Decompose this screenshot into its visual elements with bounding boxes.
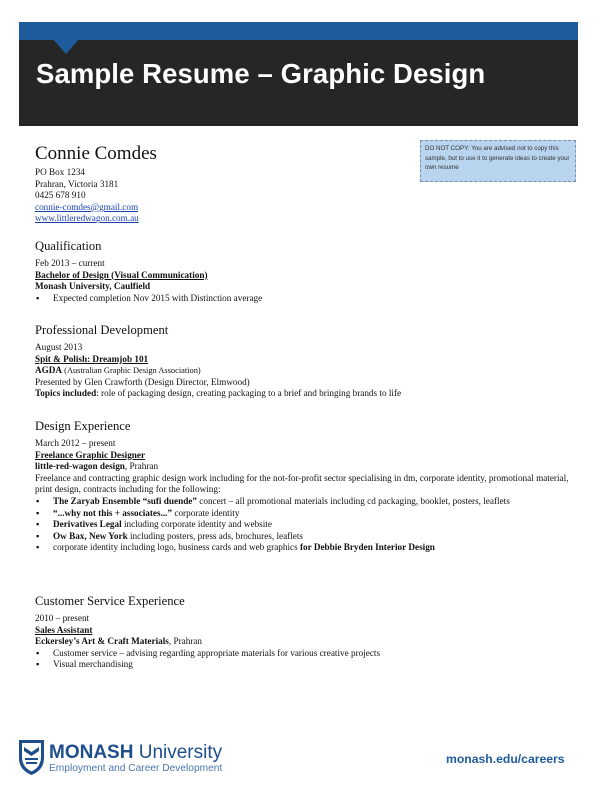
list-item: ▪ “...why not this + associates...” corporate identity: [36, 507, 240, 518]
header-notch: [52, 38, 80, 54]
list-item: ▪ Expected completion Nov 2015 with Distinction average: [36, 292, 263, 303]
notice-text: You are advised not to copy this sample, but to use it to generate ideas to create your own resume: [425, 145, 570, 172]
design-date: March 2012 – present: [35, 438, 116, 448]
professional-date: August 2013: [35, 342, 83, 352]
bullet-icon: ▪: [36, 519, 40, 530]
design-experience-section: [35, 419, 580, 554]
professional-topics: Topics included: role of packaging design, creating packaging to a brief and bringing brands to life: [35, 388, 402, 399]
logo-subtitle: Employment and Career Development: [49, 763, 223, 774]
careers-website-link[interactable]: monash.edu/careers: [446, 752, 565, 766]
professional-event: Spit & Polish: Dreamjob 101: [35, 353, 149, 364]
customer-service-section: [35, 594, 580, 671]
professional-heading: Professional Development: [35, 323, 169, 337]
page-title: Sample Resume – Graphic Design: [36, 58, 486, 89]
address-line-1: PO Box 1234: [35, 167, 86, 177]
address-line-2: Prahran, Victoria 3181: [35, 178, 119, 189]
contact-block: [35, 167, 139, 225]
bullet-icon: ▪: [36, 659, 40, 670]
shield-icon: [19, 740, 44, 775]
phone: 0425 678 910: [35, 190, 86, 201]
qualification-degree: Bachelor of Design (Visual Communication): [35, 269, 208, 280]
design-role: Freelance Graphic Designer: [35, 449, 146, 460]
list-item: ▪ Customer service – advising regarding appropriate materials for various creative projects: [36, 647, 381, 658]
customer-company: Eckersley’s Art & Craft Materials, Prahran: [35, 636, 203, 647]
bullet-icon: ▪: [36, 292, 40, 303]
design-heading: Design Experience: [35, 419, 131, 433]
design-company: little-red-wagon design, Prahran: [35, 461, 159, 472]
notice-label: DO NOT COPY:: [425, 145, 470, 152]
monash-logo: [18, 738, 258, 776]
list-item: ▪ Ow Bax, New York including posters, press ads, brochures, leaflets: [36, 530, 303, 541]
email-link[interactable]: connie-comdes@gmail.com: [35, 201, 139, 212]
qualification-date: Feb 2013 – current: [35, 258, 105, 268]
qualification-heading: Qualification: [35, 239, 102, 253]
professional-presenter: Presented by Glen Crawforth (Design Director, Elmwood): [35, 376, 250, 387]
list-item: ▪ Visual merchandising: [36, 659, 133, 670]
bullet-icon: ▪: [36, 495, 40, 506]
customer-date: 2010 – present: [35, 613, 90, 623]
do-not-copy-notice: [420, 140, 576, 182]
candidate-name: Connie Comdes: [35, 143, 157, 164]
list-item: ▪ Derivatives Legal including corporate identity and website: [36, 519, 272, 530]
qualification-institution: Monash University, Caulfield: [35, 281, 151, 292]
list-item: ▪ corporate identity including logo, business cards and web graphics for Debbie Bryden Interior Design: [36, 542, 435, 553]
logo-main-text: MONASH: [49, 742, 134, 763]
header-accent-bar: [19, 22, 578, 40]
svg-text:MONASH University: [49, 742, 223, 763]
list-item: ▪ The Zaryab Ensemble “sufi duende” concert – all promotional materials including cd packaging, booklet, posters, leaflets: [36, 495, 510, 506]
bullet-icon: ▪: [36, 507, 40, 518]
qualification-section: [35, 239, 580, 304]
design-description: Freelance and contracting graphic design work including for the not-for-profit sector specialising in dm, corporate identity, promotional material, print design, contracts including for the following:: [35, 472, 569, 495]
bullet-icon: ▪: [36, 542, 40, 553]
professional-org: AGDA (Australian Graphic Design Association): [35, 365, 201, 376]
bullet-icon: ▪: [36, 647, 40, 658]
customer-role: Sales Assistant: [35, 624, 93, 635]
customer-heading: Customer Service Experience: [35, 594, 185, 608]
website-link[interactable]: www.littleredwagon.com.au: [35, 213, 139, 224]
professional-development-section: [35, 323, 580, 400]
bullet-icon: ▪: [36, 530, 40, 541]
logo-university-text: University: [133, 742, 223, 763]
